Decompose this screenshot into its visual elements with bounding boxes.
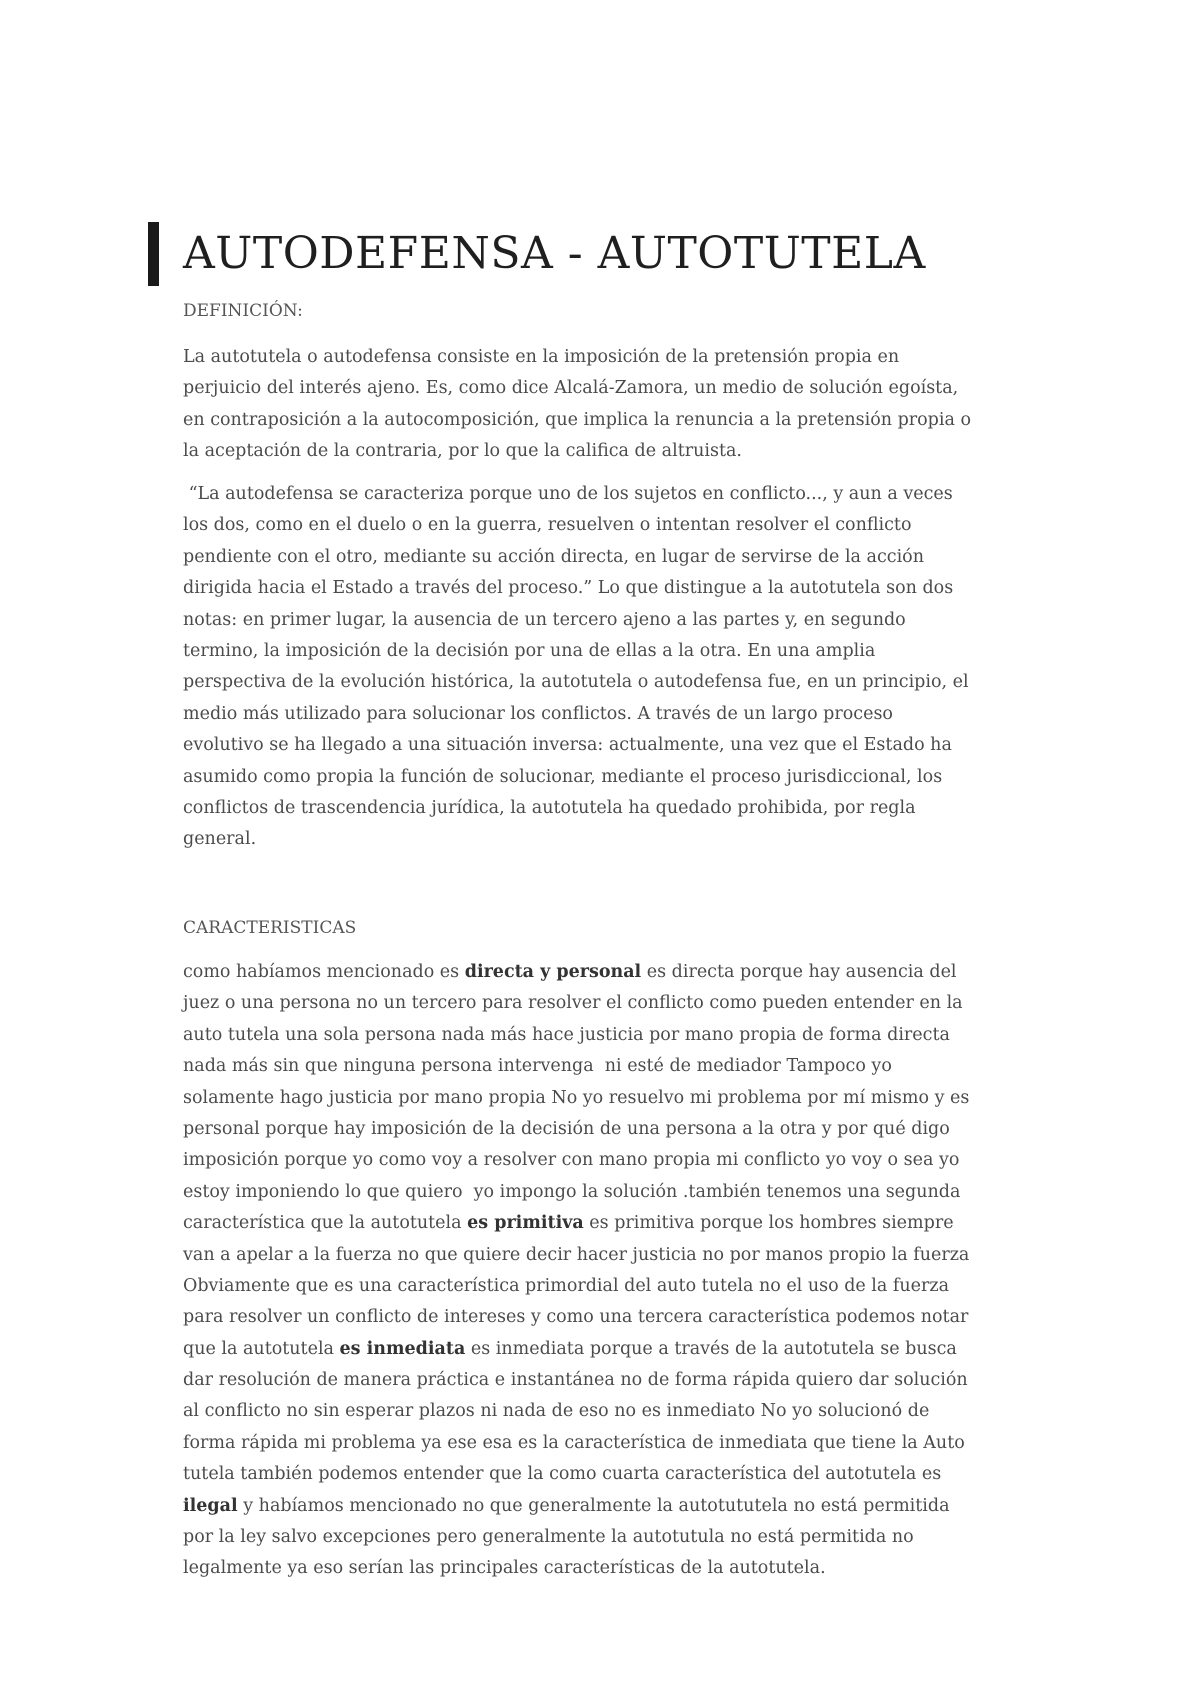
line-text: forma rápida mi problema ya ese esa es la característica de inmediata que tiene la Auto xyxy=(183,1432,965,1453)
paragraph-line xyxy=(183,1240,1033,1271)
line-text: legalmente ya eso serían las principales características de la autotutela. xyxy=(183,1558,826,1579)
line-text: imposición porque yo como voy a resolver con mano propia mi conflicto yo voy o sea yo xyxy=(183,1150,960,1171)
paragraph-line xyxy=(183,1396,1033,1427)
line-text: característica que la autotutela xyxy=(183,1213,468,1234)
paragraph-line xyxy=(183,1491,1033,1522)
paragraph-line: evolutivo se ha llegado a una situación inversa: actualmente, una vez que el Estado ha xyxy=(183,735,952,756)
bold-term: directa y personal xyxy=(464,962,642,982)
paragraph-line xyxy=(183,1522,1033,1553)
title-accent-bar xyxy=(148,222,159,286)
paragraph-line: perjuicio del interés ajeno. Es, como dice Alcalá-Zamora, un medio de solución egoísta, xyxy=(183,378,959,399)
paragraph-line xyxy=(183,1145,1033,1176)
paragraph-line xyxy=(183,988,1033,1019)
paragraph-line xyxy=(183,1177,1033,1208)
paragraph-line: los dos, como en el duelo o en la guerra, resuelven o intentan resolver el conflicto xyxy=(183,515,912,536)
line-text: es directa porque hay ausencia del xyxy=(641,962,957,982)
paragraph-line xyxy=(183,1302,1033,1333)
line-text: nada más sin que ninguna persona intervenga ni esté de mediador Tampoco yo xyxy=(183,1056,892,1077)
line-text: dar resolución de manera práctica e instantánea no de forma rápida quiero dar solución xyxy=(183,1370,968,1391)
line-text: al conflicto no sin esperar plazos ni nada de eso no es inmediato No yo solucionó de xyxy=(183,1401,930,1422)
line-text: es primitiva porque los hombres siempre xyxy=(583,1213,954,1234)
bold-term: es inmediata xyxy=(339,1338,466,1359)
paragraph-line: la aceptación de la contraria, por lo que la califica de altruista. xyxy=(183,441,742,462)
paragraph-line: termino, la imposición de la decisión por una de ellas a la otra. En una amplia xyxy=(183,640,876,661)
paragraph-line: medio más utilizado para solucionar los conflictos. A través de un largo proceso xyxy=(183,703,893,724)
bold-term: es primitiva xyxy=(467,1213,584,1234)
line-text: juez o una persona no un tercero para resolver el conflicto como pueden entender en la xyxy=(183,993,963,1014)
paragraph-line: asumido como propia la función de solucionar, mediante el proceso jurisdiccional, los xyxy=(183,766,943,787)
page-title: AUTODEFENSA - AUTOTUTELA xyxy=(183,228,926,279)
title-block xyxy=(148,222,926,286)
bold-term: ilegal xyxy=(183,1495,238,1516)
line-text: como habíamos mencionado es xyxy=(183,962,465,982)
paragraph-line: notas: en primer lugar, la ausencia de un tercero ajeno a las partes y, en segundo xyxy=(183,609,906,630)
line-text: por la ley salvo excepciones pero generalmente la autotutula no está permitida no xyxy=(183,1527,914,1548)
line-text: estoy imponiendo lo que quiero yo impongo la solución .también tenemos una segunda xyxy=(183,1181,961,1202)
paragraph-line xyxy=(183,1553,1033,1584)
line-text: que la autotutela xyxy=(183,1338,340,1359)
paragraph-line: dirigida hacia el Estado a través del proceso.” Lo que distingue a la autotutela son dos xyxy=(183,578,954,599)
paragraph-line xyxy=(183,957,1033,988)
paragraph-line xyxy=(183,1051,1033,1082)
line-text: para resolver un conflicto de intereses y como una tercera característica podemos notar xyxy=(183,1307,969,1328)
paragraph-line xyxy=(183,1271,1033,1302)
paragraph-line: perspectiva de la evolución histórica, la autotutela o autodefensa fue, en un principio, el xyxy=(183,672,969,693)
paragraph-line: pendiente con el otro, mediante su acción directa, en lugar de servirse de la acción xyxy=(183,546,924,567)
paragraph-line: general. xyxy=(183,829,257,850)
definition-paragraph-2 xyxy=(183,479,1033,856)
line-text: solamente hago justicia por mano propia No yo resuelvo mi problema por mí mismo y es xyxy=(183,1087,970,1108)
paragraph-line xyxy=(183,1459,1033,1490)
line-text: y habíamos mencionado no que generalmente la autotututela no está permitida xyxy=(237,1495,950,1516)
definition-heading: DEFINICIÓN: xyxy=(183,301,303,321)
paragraph-line: en contraposición a la autocomposición, que implica la renuncia a la pretensión propia o xyxy=(183,409,972,430)
paragraph-line xyxy=(183,1020,1033,1051)
characteristics-heading: CARACTERISTICAS xyxy=(183,918,357,938)
paragraph-line xyxy=(183,1208,1033,1239)
paragraph-line: La autotutela o autodefensa consiste en la imposición de la pretensión propia en xyxy=(183,347,900,367)
line-text: tutela también podemos entender que la como cuarta característica del autotutela es xyxy=(183,1464,942,1485)
line-text: personal porque hay imposición de la decisión de una persona a la otra y por qué digo xyxy=(183,1118,950,1139)
paragraph-line xyxy=(183,1083,1033,1114)
line-text: van a apelar a la fuerza no que quiere decir hacer justicia no por manos propio la fuerza xyxy=(183,1244,970,1265)
line-text: es inmediata porque a través de la autotutela se busca xyxy=(465,1338,957,1359)
line-text: auto tutela una sola persona nada más hace justicia por mano propia de forma directa xyxy=(183,1024,950,1045)
paragraph-line xyxy=(183,1114,1033,1145)
paragraph-line: “La autodefensa se caracteriza porque uno de los sujetos en conflicto..., y aun a veces xyxy=(183,484,953,504)
paragraph-line xyxy=(183,1428,1033,1459)
paragraph-line xyxy=(183,1365,1033,1396)
paragraph-line: conflictos de trascendencia jurídica, la autotutela ha quedado prohibida, por regla xyxy=(183,797,916,818)
line-text: Obviamente que es una característica primordial del auto tutela no el uso de la fuerza xyxy=(183,1275,950,1296)
definition-paragraph-1 xyxy=(183,342,1033,468)
paragraph-line xyxy=(183,1334,1033,1365)
characteristics-paragraph xyxy=(183,957,1033,1585)
